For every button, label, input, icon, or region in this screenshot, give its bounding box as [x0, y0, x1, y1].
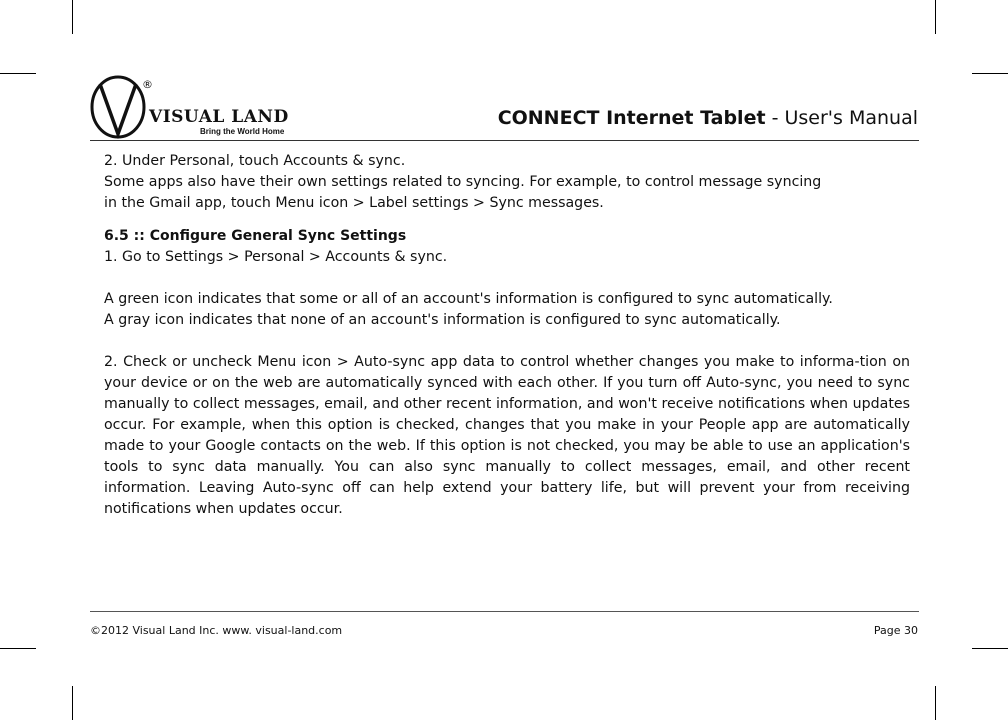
step-1: 1. Go to Settings > Personal > Accounts & sync. [104, 249, 448, 265]
page-number: Page 30 [873, 624, 918, 637]
registered-mark: ® [142, 78, 153, 91]
spacer [104, 268, 926, 289]
footer-rule [90, 611, 919, 612]
crop-mark-right-upper [972, 73, 1008, 74]
crop-mark-right-lower [972, 648, 1008, 649]
crop-mark-left-upper [0, 73, 36, 74]
header-rule [90, 140, 919, 141]
header-subtitle: - User's Manual [765, 107, 918, 129]
header-brand: CONNECT Internet Tablet [497, 107, 766, 129]
logo-v-emblem-icon [90, 74, 150, 140]
page-content [104, 151, 926, 520]
paragraph-icon-green: A green icon indicates that some or all of an account's information is configured to sync automatically. [104, 291, 833, 307]
paragraph-icon-gray: A gray icon indicates that none of an account's information is configured to sync automatically. [104, 312, 781, 328]
logo-tagline: Bring the World Home [200, 127, 285, 136]
crop-mark-bottom-right [935, 686, 936, 720]
page-header-title [498, 107, 918, 129]
footer-copyright: ©2012 Visual Land Inc. www. visual-land.com [90, 624, 343, 637]
paragraph-apps-settings-line1: Some apps also have their own settings related to syncing. For example, to control message syncing [104, 174, 822, 190]
step-2-paragraph: 2. Check or uncheck Menu icon > Auto-sync app data to control whether changes you make to informa-tion on your device or on the web are automatically synced with each other. If you turn off Auto-sync, you need to sync manually to collect messages, email, and other recent information, and won't receive notifications when updates occur. For example, when this option is checked, changes that you make in your People app are automatically made to your Google contacts on the web. If this option is not checked, you may be able to use an application's tools to sync data manually. You can also sync manually to collect messages, email, and other recent information. Leaving Auto-sync off can help extend your battery life, but will prevent your from receiving notifications when updates occur. [104, 354, 910, 517]
crop-mark-bottom-left [72, 686, 73, 720]
section-heading: 6.5 :: Configure General Sync Settings [104, 228, 407, 244]
paragraph-under-personal: 2. Under Personal, touch Accounts & sync. [104, 153, 406, 169]
crop-mark-top-left [72, 0, 73, 34]
crop-mark-top-right [935, 0, 936, 34]
spacer [104, 331, 926, 352]
paragraph-apps-settings-line2: in the Gmail app, touch Menu icon > Label settings > Sync messages. [104, 195, 604, 211]
visual-land-logo [90, 74, 290, 140]
logo-wordmark: VISUAL LAND [149, 107, 289, 127]
crop-mark-left-lower [0, 648, 36, 649]
